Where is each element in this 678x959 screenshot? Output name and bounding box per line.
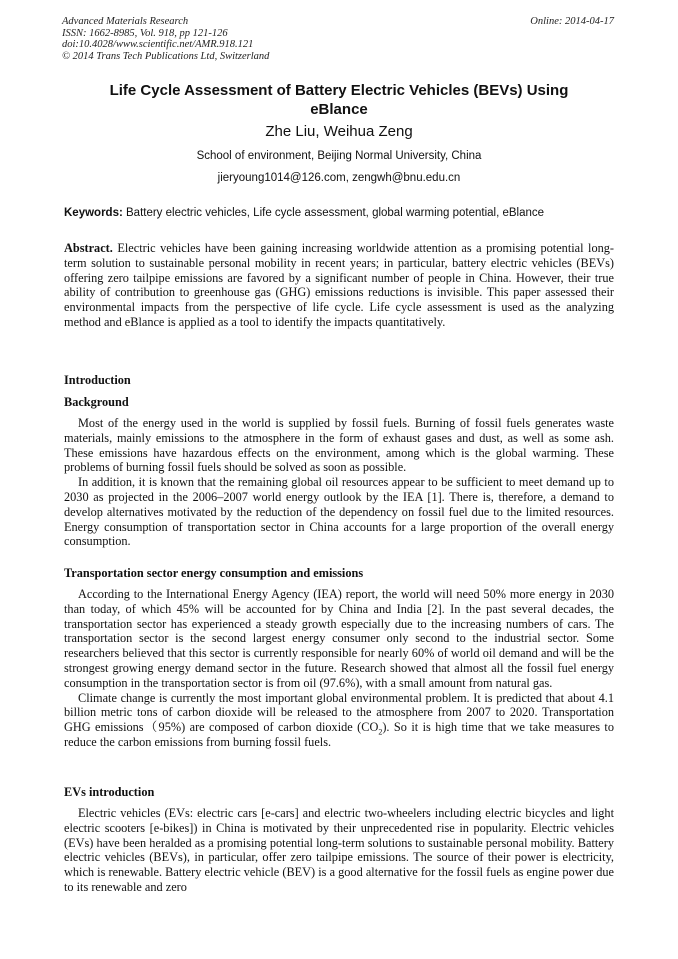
transport-paragraph-2 [64,691,614,750]
issn-line: ISSN: 1662-8985, Vol. 918, pp 121-126 [62,27,228,39]
transport-body [64,587,614,750]
keywords [64,207,624,219]
affiliation: School of environment, Beijing Normal University, China [196,150,482,162]
abstract [64,241,614,330]
author-emails: jieryoung1014@126.com, zengwh@bnu.edu.cn [217,172,461,184]
background-body [64,416,614,549]
journal-name: Advanced Materials Research [62,16,189,27]
abstract-text: Electric vehicles have been gaining increasing worldwide attention as a promising potential long-term solution to sustainable personal mobility in recent years; in particular, battery electric vehicles (BEVs) offering zero tailpipe emissions are favored by a significant number of people in China. However, their true ability of contribution to greenhouse gas (GHG) emissions reductions is invisible. This paper assessed their environmental impacts from the perspective of life cycle. Life cycle assessment is used as the analyzing method and eBlance is applied as a tool to identify the impacts quantitatively. [64,241,614,329]
abstract-label: Abstract. [64,241,113,255]
transport-heading: Transportation sector energy consumption and emissions [64,566,364,580]
evs-paragraph-1: Electric vehicles (EVs: electric cars [e-cars] and electric two-wheelers including electric bicycles and light electric scooters [e-bikes]) in China is motivated by their unprecedented rise in popularity. Electric vehicles (EVs) have been heralded as a promising potential long-term solutions to sustainable personal mobility. Battery electric vehicles (BEVs), in particular, offer zero tailpipe emissions. The source of their power is electricity, which is renewable. Battery electric vehicle (BEV) is a good alternative for the fossil fuels as engine power due to its renewable and zero [64,806,614,894]
journal-header [62,16,269,62]
background-heading: Background [64,395,129,409]
keywords-label: Keywords: [64,207,123,219]
transport-paragraph-2-part-b: ). So it is high time that we take measures to reduce the carbon emissions from burning fossil fuels. [64,720,614,749]
keywords-text: Battery electric vehicles, Life cycle assessment, global warming potential, eBlance [126,207,545,219]
paper-title: Life Cycle Assessment of Battery Electric Vehicles (BEVs) Using eBlance [109,82,569,118]
background-paragraph-1: Most of the energy used in the world is supplied by fossil fuels. Burning of fossil fuels generates waste materials, mainly emissions to the atmosphere in the form of exhaust gases and dust, as well as some ash. These emissions have hazardous effects on the environment, among which is the global warming. These problems of burning fossil fuels should be solved as soon as possible. [64,416,614,475]
background-paragraph-2: In addition, it is known that the remaining global oil resources appear to be sufficient to meet demand up to 2030 as projected in the 2006–2007 world energy outlook by the IEA [1]. There is, therefore, a demand to develop alternatives motivated by the reduction of the dependency on fossil fuel due to the limited resources. Energy consumption of transportation sector in China accounts for a large proportion of the overall energy consumption. [64,475,614,549]
evs-body [64,806,614,895]
authors: Zhe Liu, Weihua Zeng [265,123,413,140]
doi-line: doi:10.4028/www.scientific.net/AMR.918.121 [62,39,254,51]
online-date: Online: 2014-04-17 [530,16,614,27]
co2-subscript: 2 [378,727,383,737]
transport-paragraph-1: According to the International Energy Agency (IEA) report, the world will need 50% more energy in 2030 than today, of which 45% will be accounted for by China and India [2]. In the past several decades, the transportation sector has experienced a steady growth especially due to the increasing numbers of cars. The transportation sector is the second largest energy consumer only second to the industrial sector. Some researchers believed that this sector is currently responsible for nearly 60% of world oil demand and will be the strongest growing energy demand sector in the future. Research showed that almost all the fossil fuel energy consumption in the transportation sector is from oil (97.6%), with a small amount from natural gas. [64,587,614,690]
introduction-heading: Introduction [64,373,131,387]
transport-paragraph-2-part-a: Climate change is currently the most important global environmental problem. It is predicted that about 4.1 billion metric tons of carbon dioxide will be released to the atmosphere from 2007 to 2020. Transportation GHG emissions（95%) are composed of carbon dioxide (CO [64,690,614,735]
evs-heading: EVs introduction [64,785,155,799]
copyright-line: © 2014 Trans Tech Publications Ltd, Switzerland [62,50,270,62]
